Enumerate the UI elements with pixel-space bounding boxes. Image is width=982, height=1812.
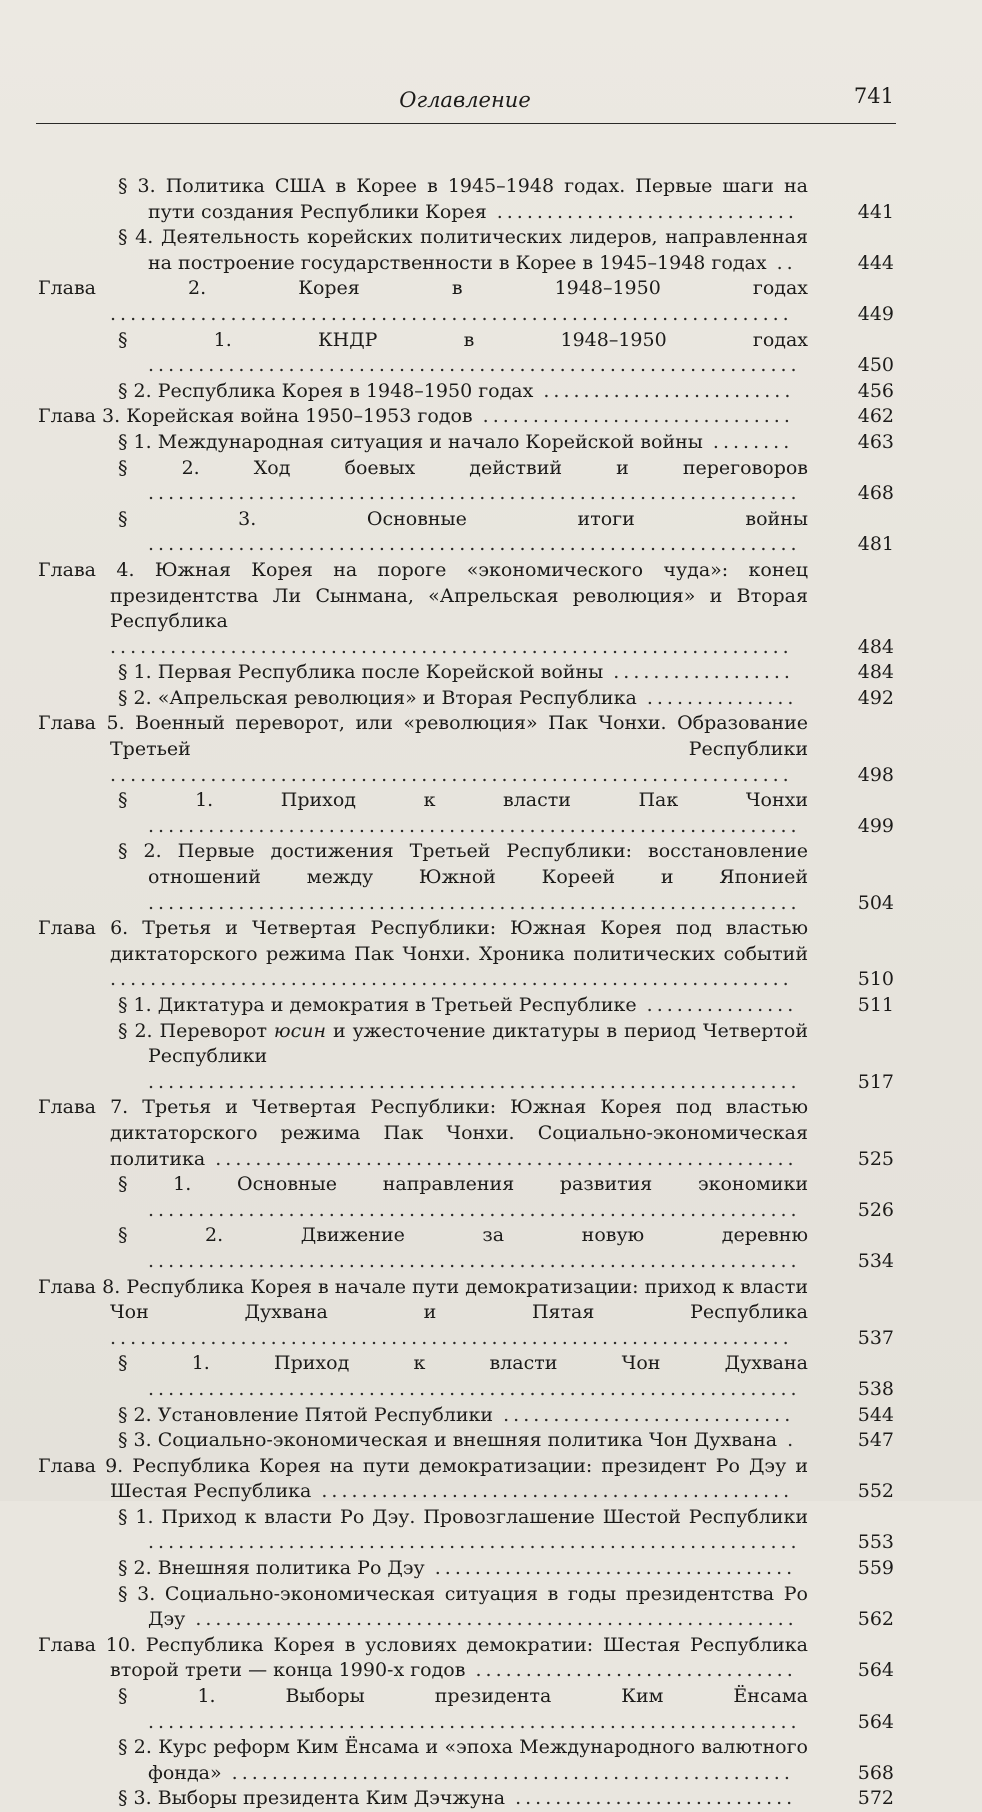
dot-leader: ............................................... <box>311 1480 794 1503</box>
toc-entry-text: Глава 5. Военный переворот, или «революция» Пак Чонхи. Образование Третьей Республики <box>38 712 808 761</box>
dot-leader: ............................................................ <box>185 1608 798 1631</box>
dot-leader: ................................................................. <box>148 1377 801 1400</box>
toc-section-entry <box>38 1735 894 1786</box>
toc-entry-title <box>38 711 808 788</box>
toc-section-entry <box>38 839 894 916</box>
toc-entry-text: § 3. Выборы президента Ким Дэчжуна <box>118 1787 506 1810</box>
toc-section-entry <box>38 1582 894 1633</box>
toc-page-number: 511 <box>857 994 894 1016</box>
toc-page-number: 449 <box>857 302 894 325</box>
toc-chapter-entry <box>38 711 894 788</box>
toc-entry-text: § 3. Основные итоги войны <box>118 507 808 530</box>
toc-section-entry <box>38 456 894 507</box>
toc-entry-text: § 4. Деятельность корейских политических лидеров, направленная на построение государственности в Корее в 1945–1948 годах <box>118 226 808 274</box>
toc-chapter-entry <box>38 276 894 327</box>
dot-leader: .................................................................... <box>110 763 793 786</box>
toc-entry-title <box>118 788 808 839</box>
toc-entry-title <box>118 1351 808 1402</box>
toc-page-number: 484 <box>857 661 894 684</box>
toc-chapter-entry <box>38 916 894 993</box>
toc-entry-title <box>118 1582 808 1633</box>
toc-entry-title <box>118 456 808 507</box>
toc-section-entry <box>38 660 894 686</box>
dot-leader: ............................. <box>493 1403 795 1426</box>
toc-section-entry <box>38 1172 894 1223</box>
dot-leader: ................................................................. <box>148 1249 801 1272</box>
toc-chapter-entry <box>38 404 894 430</box>
toc-entry-title <box>118 1428 808 1454</box>
toc-entry-title <box>118 1786 808 1812</box>
toc-entry-text: § 1. Приход к власти Ро Дэу. Провозглашение Шестой Республики <box>118 1505 808 1528</box>
toc-entry-title <box>38 916 808 993</box>
toc-section-entry <box>38 430 894 456</box>
dot-leader: ............... <box>636 686 798 709</box>
dot-leader: .................. <box>603 661 794 684</box>
toc-section-entry <box>38 1019 894 1096</box>
toc-page-number: 510 <box>857 968 894 991</box>
toc-entry-text: § 3. Социально-экономическая и внешняя политика Чон Духвана <box>118 1429 778 1452</box>
toc-entry-title <box>118 507 808 558</box>
dot-leader: .................................................................... <box>110 635 793 658</box>
toc-entry-text: § 2. Установление Пятой Республики <box>118 1403 494 1426</box>
toc-section-entry <box>38 174 894 225</box>
toc-section-entry <box>38 1684 894 1735</box>
toc-entry-title <box>38 1454 808 1505</box>
toc-entry-title <box>38 276 808 327</box>
toc-chapter-entry <box>38 558 894 660</box>
toc-page-number: 547 <box>857 1429 894 1452</box>
dot-leader: ........ <box>702 430 794 453</box>
dot-leader: .................................................................... <box>110 302 793 325</box>
dot-leader: .................................................................... <box>110 1326 793 1349</box>
toc-entry-title <box>118 1684 808 1735</box>
dot-leader: ................................................................. <box>148 354 801 377</box>
toc-entry-title <box>38 1275 808 1352</box>
toc-page-number: 544 <box>857 1403 894 1426</box>
toc-entry-text: и ужесточение диктатуры в период Четвертой Республики <box>148 1019 808 1068</box>
toc-entry-title <box>118 1172 808 1223</box>
page-number: 741 <box>853 84 894 108</box>
toc-entry-text: Глава 8. Республика Корея в начале пути демократизации: приход к власти Чон Духвана и Пятая Республика <box>38 1275 808 1324</box>
toc-section-entry <box>38 328 894 379</box>
toc-entry-title <box>118 1223 808 1274</box>
toc-entry-text: § 2. Движение за новую деревню <box>118 1224 808 1247</box>
toc-entry-text: Глава 9. Республика Корея на пути демократизации: президент Ро Дэу и Шестая Республика <box>38 1454 808 1503</box>
toc-section-entry <box>38 1403 894 1429</box>
toc-section-entry <box>38 1351 894 1402</box>
toc-entry-text: § 1. Выборы президента Ким Ёнсама <box>118 1685 808 1708</box>
table-of-contents <box>38 174 894 1812</box>
toc-page-number: 538 <box>857 1377 894 1400</box>
toc-entry-title <box>118 686 808 712</box>
toc-section-entry <box>38 1556 894 1582</box>
toc-entry-text: § 3. Социально-экономическая ситуация в годы президентства Ро Дэу <box>118 1582 808 1631</box>
toc-section-entry <box>38 225 894 276</box>
toc-page-number: 564 <box>857 1659 894 1682</box>
toc-entry-text: § 1. Диктатура и демократия в Третьей Республике <box>118 994 637 1016</box>
toc-entry-text: § 2. Курс реформ Ким Ёнсама и «эпоха Международного валютного фонда» <box>118 1736 808 1784</box>
toc-page-number: 568 <box>857 1761 894 1784</box>
toc-entry-text: § 2. «Апрельская революция» и Вторая Республика <box>118 686 637 709</box>
toc-entry-title <box>118 1403 808 1429</box>
toc-page-number: 553 <box>857 1531 894 1554</box>
toc-entry-text: § 1. Международная ситуация и начало Корейской войны <box>118 430 703 453</box>
toc-page-number: 499 <box>857 814 894 837</box>
toc-section-entry <box>38 507 894 558</box>
toc-page-number: 481 <box>857 533 894 556</box>
toc-entry-text: § 1. Основные направления развития экономики <box>118 1173 808 1196</box>
toc-section-entry <box>38 1505 894 1556</box>
toc-chapter-entry <box>38 1095 894 1172</box>
dot-leader: ................................................................. <box>148 482 801 505</box>
toc-page-number: 572 <box>857 1787 894 1810</box>
toc-page-number: 450 <box>857 354 894 377</box>
toc-page-number: 484 <box>857 635 894 658</box>
dot-leader: .......................................................... <box>205 1147 798 1170</box>
toc-entry-title <box>38 1095 808 1172</box>
toc-entry-text: Глава 10. Республика Корея в условиях демократии: Шестая Республика второй трети — конца 1990-х годов <box>38 1633 808 1682</box>
toc-entry-text: Глава 6. Третья и Четвертая Республики: Южная Корея под властью диктаторского режима Пак Чонхи. Хроника политических событий <box>38 917 808 965</box>
toc-entry-title <box>118 1019 808 1096</box>
toc-entry-text: Глава 4. Южная Корея на пороге «экономического чуда»: конец президентства Ли Сынмана, «Апрельская революция» и Вторая Республика <box>38 558 808 633</box>
toc-page-number: 498 <box>857 763 894 786</box>
toc-entry-title <box>118 993 808 1019</box>
dot-leader: ................................................................. <box>148 533 801 556</box>
toc-section-entry <box>38 993 894 1019</box>
toc-entry-text: § 1. Приход к власти Чон Духвана <box>118 1352 808 1375</box>
dot-leader: ................................................................. <box>148 891 801 914</box>
toc-entry-text: § 2. Внешняя политика Ро Дэу <box>118 1557 425 1580</box>
dot-leader: . <box>777 1429 798 1452</box>
toc-entry-title <box>118 839 808 916</box>
toc-page-number: 441 <box>857 200 894 223</box>
dot-leader: ............................ <box>505 1787 797 1810</box>
toc-page-number: 444 <box>857 251 894 274</box>
toc-page-number: 534 <box>857 1249 894 1272</box>
toc-entry-title <box>118 225 808 276</box>
toc-page-number: 517 <box>857 1070 894 1093</box>
toc-page-number: 562 <box>857 1608 894 1631</box>
toc-entry-text: § 2. Ход боевых действий и переговоров <box>118 456 808 479</box>
toc-entry-title <box>118 1505 808 1556</box>
toc-entry-text: Глава 2. Корея в 1948–1950 годах <box>38 277 808 300</box>
toc-entry-title <box>118 660 808 686</box>
toc-entry-text: § 2. Первые достижения Третьей Республики: восстановление отношений между Южной Кореей и Японией <box>118 840 808 889</box>
toc-entry-title <box>118 1735 808 1786</box>
running-title: Оглавление <box>399 88 531 112</box>
toc-entry-title <box>38 1633 808 1684</box>
toc-page-number: 492 <box>857 686 894 709</box>
toc-section-entry <box>38 788 894 839</box>
toc-entry-text: Глава 3. Корейская война 1950–1953 годов <box>38 405 473 428</box>
toc-section-entry <box>38 686 894 712</box>
dot-leader: .................................... <box>424 1557 797 1580</box>
header-rule <box>36 123 896 124</box>
dot-leader: ................................................................. <box>148 1198 801 1221</box>
toc-entry-title <box>118 1556 808 1582</box>
toc-entry-text: § 1. КНДР в 1948–1950 годах <box>118 328 808 351</box>
toc-entry-title <box>118 379 808 405</box>
toc-chapter-entry <box>38 1633 894 1684</box>
dot-leader: ......................... <box>533 379 795 402</box>
toc-entry-text: Глава 7. Третья и Четвертая Республики: Южная Корея под властью диктаторского режима Пак Чонхи. Социально-экономическая политика <box>38 1096 808 1170</box>
toc-chapter-entry <box>38 1275 894 1352</box>
toc-entry-text: § 2. Переворот <box>118 1019 274 1042</box>
running-header <box>36 84 894 120</box>
dot-leader: ............................... <box>472 405 794 428</box>
toc-page-number: 462 <box>857 405 894 428</box>
dot-leader: ................................................................. <box>148 1070 801 1093</box>
toc-section-entry <box>38 1428 894 1454</box>
toc-section-entry <box>38 1223 894 1274</box>
dot-leader: ........................................................ <box>221 1761 794 1784</box>
dot-leader: ................................................................. <box>148 1531 801 1554</box>
toc-chapter-entry <box>38 1454 894 1505</box>
dot-leader: .. <box>766 251 797 274</box>
toc-entry-title <box>118 430 808 456</box>
toc-page-number: 463 <box>857 430 894 453</box>
dot-leader: ................................................................. <box>148 814 801 837</box>
toc-page-number: 552 <box>857 1480 894 1503</box>
toc-entry-text: § 1. Приход к власти Пак Чонхи <box>118 789 808 812</box>
dot-leader: ............... <box>636 994 798 1016</box>
toc-entry-text: § 1. Первая Республика после Корейской войны <box>118 661 604 684</box>
toc-section-entry <box>38 379 894 405</box>
toc-section-entry <box>38 1786 894 1812</box>
toc-page-number: 456 <box>857 379 894 402</box>
toc-entry-title <box>118 328 808 379</box>
dot-leader: ................................ <box>465 1659 797 1682</box>
dot-leader: .............................. <box>486 200 798 223</box>
toc-page-number: 504 <box>857 891 894 914</box>
toc-page-number: 559 <box>857 1557 894 1580</box>
toc-page-number: 468 <box>857 482 894 505</box>
dot-leader: .................................................................... <box>110 968 793 991</box>
toc-page-number: 564 <box>857 1710 894 1733</box>
toc-entry-text: § 2. Республика Корея в 1948–1950 годах <box>118 379 534 402</box>
toc-entry-title <box>38 558 808 660</box>
toc-page-number: 525 <box>857 1147 894 1170</box>
toc-page-number: 537 <box>857 1326 894 1349</box>
toc-entry-emphasis: юсин <box>273 1019 327 1042</box>
toc-page-number: 526 <box>857 1198 894 1221</box>
toc-entry-title <box>38 404 808 430</box>
dot-leader: ................................................................. <box>148 1710 801 1733</box>
toc-entry-text: § 3. Политика США в Корее в 1945–1948 годах. Первые шаги на пути создания Республики Корея <box>118 175 808 223</box>
toc-entry-title <box>118 174 808 225</box>
